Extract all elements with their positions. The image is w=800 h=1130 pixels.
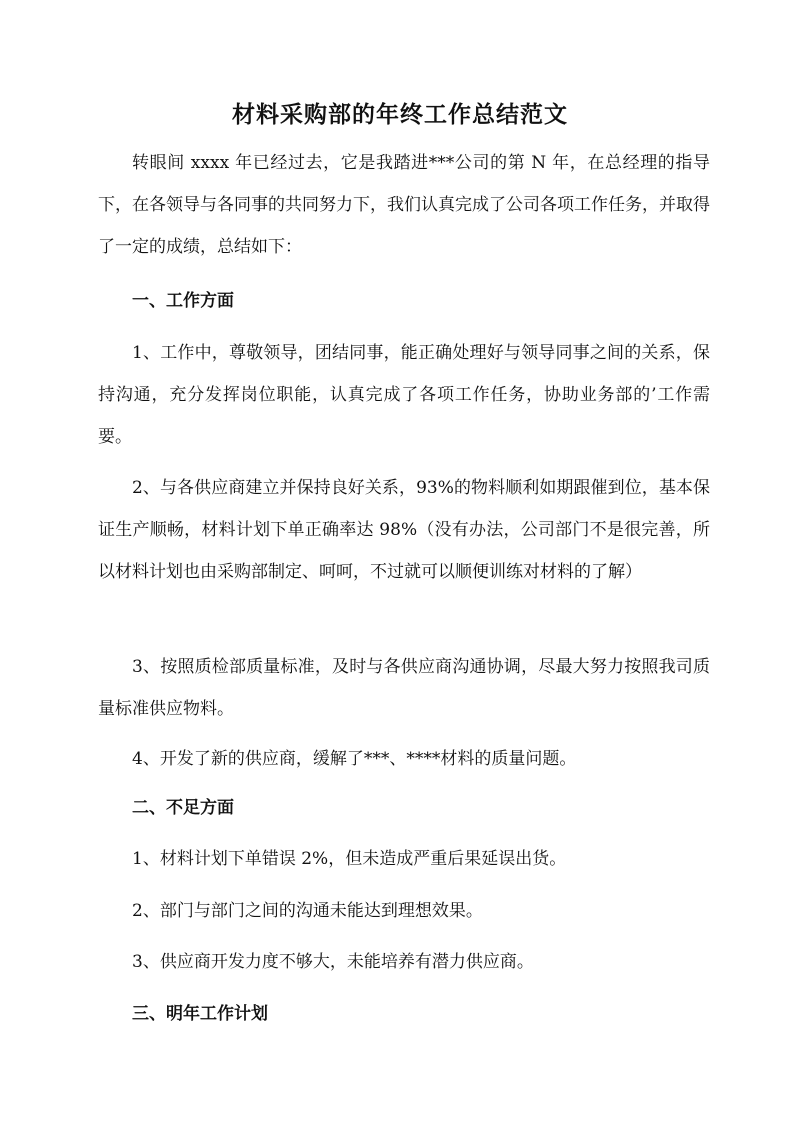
section-heading-shortcomings: 二、不足方面 bbox=[132, 798, 234, 818]
work-item-2: 2、与各供应商建立并保持良好关系，93%的物料顺利如期跟催到位，基本保证生产顺畅，材料计划下单正确率达 98%（没有办法，公司部门不是很完善，所以材料计划也由采购部制定、呵呵，不过就可以顺便训练对材料的了解） bbox=[98, 478, 710, 582]
work-item-4: 4、开发了新的供应商，缓解了***、****材料的质量问题。 bbox=[132, 749, 577, 769]
work-item-3: 3、按照质检部质量标准，及时与各供应商沟通协调，尽最大努力按照我司质量标准供应物料。 bbox=[98, 657, 710, 719]
work-item-1: 1、工作中，尊敬领导，团结同事，能正确处理好与领导同事之间的关系，保持沟通，充分发挥岗位职能，认真完成了各项工作任务，协助业务部的’工作需要。 bbox=[98, 343, 710, 447]
intro-paragraph: 转眼间 xxxx 年已经过去，它是我踏进***公司的第 N 年，在总经理的指导下，在各领导与各同事的共同努力下，我们认真完成了公司各项工作任务，并取得了一定的成绩，总结如下： bbox=[98, 153, 710, 257]
section-heading-next-year-plan: 三、明年工作计划 bbox=[132, 1004, 268, 1024]
document-title: 材料采购部的年终工作总结范文 bbox=[232, 101, 568, 128]
shortcoming-item-1: 1、材料计划下单错误 2%，但未造成严重后果延误出货。 bbox=[132, 849, 567, 869]
shortcoming-item-2: 2、部门与部门之间的沟通未能达到理想效果。 bbox=[132, 901, 483, 921]
shortcoming-item-3: 3、供应商开发力度不够大，未能培养有潜力供应商。 bbox=[132, 952, 534, 972]
section-heading-work: 一、工作方面 bbox=[132, 291, 234, 311]
